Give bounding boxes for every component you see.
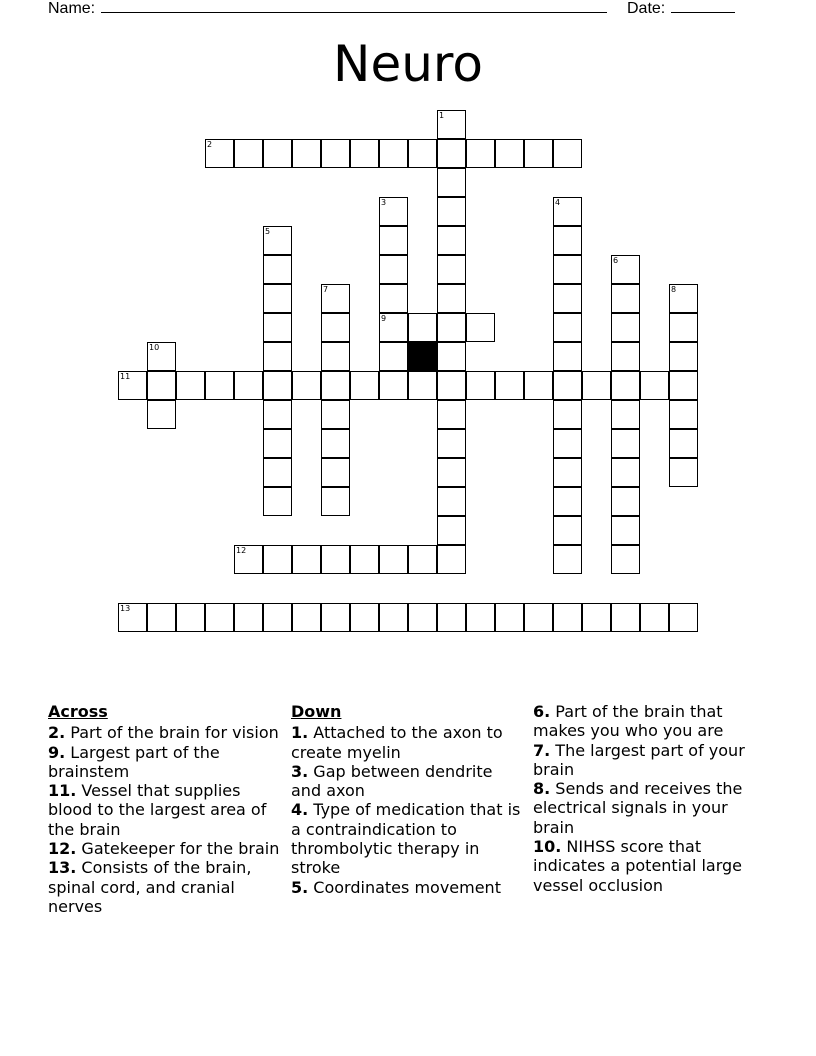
grid-cell[interactable] — [669, 400, 698, 429]
grid-cell[interactable] — [263, 400, 292, 429]
grid-cell[interactable] — [263, 342, 292, 371]
clue-text: NIHSS score that indicates a potential large vessel occlusion — [533, 837, 743, 895]
clue-number: 1. — [291, 723, 309, 743]
grid-cell[interactable] — [176, 603, 205, 632]
grid-cell[interactable] — [379, 255, 408, 284]
down-clues — [291, 702, 523, 897]
grid-cell[interactable] — [379, 371, 408, 400]
name-label: Name: — [48, 0, 96, 17]
grid-cell[interactable] — [205, 371, 234, 400]
clue-text: Sends and receives the electrical signals in your brain — [533, 779, 743, 837]
grid-cell[interactable] — [321, 342, 350, 371]
grid-cell[interactable] — [611, 371, 640, 400]
grid-cell[interactable] — [611, 487, 640, 516]
grid-cell[interactable] — [321, 313, 350, 342]
clue-number: 4. — [291, 800, 309, 820]
grid-cell[interactable] — [321, 139, 350, 168]
grid-cell[interactable] — [437, 255, 466, 284]
grid-cell[interactable] — [669, 342, 698, 371]
across-clue — [48, 858, 280, 916]
grid-cell[interactable] — [321, 487, 350, 516]
grid-cell[interactable] — [437, 603, 466, 632]
grid-cell[interactable] — [147, 371, 176, 400]
clue-number: 5. — [291, 877, 309, 897]
grid-cell[interactable] — [669, 284, 698, 313]
clue-number: 4 — [555, 198, 561, 207]
grid-cell[interactable] — [437, 139, 466, 168]
across-clues — [48, 702, 280, 916]
down-clue — [291, 800, 523, 877]
puzzle-title: Neuro — [333, 35, 483, 93]
grid-cell[interactable] — [263, 429, 292, 458]
clue-number: 8. — [533, 779, 551, 799]
grid-cell[interactable] — [234, 371, 263, 400]
grid-cell[interactable] — [640, 603, 669, 632]
across-heading: Across — [48, 702, 108, 721]
grid-cell[interactable] — [379, 342, 408, 371]
grid-cell[interactable] — [553, 516, 582, 545]
grid-cell[interactable] — [437, 110, 466, 139]
grid-cell[interactable] — [524, 139, 553, 168]
grid-cell[interactable] — [669, 313, 698, 342]
grid-cell[interactable] — [350, 603, 379, 632]
clue-number: 13 — [120, 604, 131, 613]
down-clue — [291, 762, 523, 801]
grid-cell[interactable] — [553, 313, 582, 342]
clue-number: 12. — [48, 839, 77, 859]
grid-cell[interactable] — [640, 371, 669, 400]
grid-cell[interactable] — [553, 400, 582, 429]
date-label: Date: — [627, 0, 666, 17]
grid-cell[interactable] — [379, 139, 408, 168]
grid-cell[interactable] — [321, 458, 350, 487]
across-list — [48, 723, 280, 916]
clue-text: Consists of the brain, spinal cord, and cranial nerves — [48, 858, 252, 916]
grid-cell[interactable] — [553, 139, 582, 168]
clue-text: Coordinates movement — [308, 877, 501, 897]
grid-cell[interactable] — [147, 342, 176, 371]
grid-cell[interactable] — [495, 371, 524, 400]
down-clue — [533, 702, 765, 741]
grid-cell[interactable] — [263, 487, 292, 516]
grid-cell[interactable] — [466, 313, 495, 342]
down-heading: Down — [291, 702, 342, 721]
grid-cell[interactable] — [321, 400, 350, 429]
grid-cell[interactable] — [466, 603, 495, 632]
grid-cell[interactable] — [437, 226, 466, 255]
across-clue — [48, 839, 280, 858]
grid-cell[interactable] — [611, 516, 640, 545]
grid-cell[interactable] — [553, 197, 582, 226]
grid-cell[interactable] — [437, 313, 466, 342]
grid-cell[interactable] — [292, 371, 321, 400]
clue-number: 11. — [48, 781, 77, 801]
grid-cell[interactable] — [379, 284, 408, 313]
grid-cell[interactable] — [321, 284, 350, 313]
grid-cell[interactable] — [292, 603, 321, 632]
grid-cell[interactable] — [263, 284, 292, 313]
grid-cell[interactable] — [437, 168, 466, 197]
clue-number: 8 — [671, 285, 677, 294]
grid-cell[interactable] — [234, 603, 263, 632]
grid-cell[interactable] — [669, 458, 698, 487]
down-clue — [291, 878, 523, 897]
grid-cell[interactable] — [321, 545, 350, 574]
grid-cell[interactable] — [437, 371, 466, 400]
grid-cell[interactable] — [176, 371, 205, 400]
clue-number: 13. — [48, 858, 77, 878]
down-list — [291, 723, 523, 897]
grid-cell[interactable] — [350, 371, 379, 400]
grid-cell[interactable] — [524, 371, 553, 400]
clue-text: Largest part of the brainstem — [48, 742, 220, 781]
clue-text: Gatekeeper for the brain — [76, 839, 280, 859]
grid-cell[interactable] — [553, 371, 582, 400]
across-clue — [48, 781, 280, 839]
down-clue — [533, 741, 765, 780]
grid-cell[interactable] — [263, 226, 292, 255]
grid-cell[interactable] — [611, 284, 640, 313]
grid-cell[interactable] — [263, 255, 292, 284]
down-list-continued — [533, 702, 765, 895]
grid-cell[interactable] — [611, 429, 640, 458]
down-clue — [533, 837, 765, 895]
grid-cell[interactable] — [437, 487, 466, 516]
grid-cell[interactable] — [263, 458, 292, 487]
grid-cell[interactable] — [553, 603, 582, 632]
grid-cell[interactable] — [553, 342, 582, 371]
grid-cell[interactable] — [263, 139, 292, 168]
grid-cell[interactable] — [408, 371, 437, 400]
grid-cell[interactable] — [437, 197, 466, 226]
grid-cell[interactable] — [553, 429, 582, 458]
clue-number: 7 — [323, 285, 329, 294]
grid-cell[interactable] — [205, 139, 234, 168]
grid-cell[interactable] — [553, 226, 582, 255]
clue-number: 5 — [265, 227, 271, 236]
clue-text: The largest part of your brain — [533, 740, 745, 779]
clue-text: Vessel that supplies blood to the largest area of the brain — [48, 781, 267, 839]
grid-cell[interactable] — [437, 342, 466, 371]
clue-number: 7. — [533, 740, 551, 760]
clue-number: 6 — [613, 256, 619, 265]
grid-cell[interactable] — [495, 603, 524, 632]
grid-cell[interactable] — [553, 284, 582, 313]
grid-cell[interactable] — [408, 603, 437, 632]
grid-cell[interactable] — [582, 603, 611, 632]
grid-cell[interactable] — [611, 545, 640, 574]
grid-cell[interactable] — [350, 545, 379, 574]
grid-cell[interactable] — [553, 545, 582, 574]
grid-cell[interactable] — [118, 371, 147, 400]
across-clue — [48, 743, 280, 782]
grid-cell[interactable] — [611, 603, 640, 632]
grid-cell[interactable] — [379, 226, 408, 255]
clue-number: 2 — [207, 140, 213, 149]
grid-cell[interactable] — [379, 603, 408, 632]
grid-cell[interactable] — [466, 371, 495, 400]
grid-cell[interactable] — [321, 429, 350, 458]
grid-cell[interactable] — [524, 603, 553, 632]
grid-cell[interactable] — [553, 458, 582, 487]
grid-cell[interactable] — [350, 139, 379, 168]
grid-cell[interactable] — [611, 313, 640, 342]
clue-number: 10. — [533, 837, 562, 857]
grid-cell[interactable] — [118, 603, 147, 632]
grid-cell[interactable] — [234, 139, 263, 168]
grid-cell[interactable] — [379, 197, 408, 226]
clue-number: 1 — [439, 111, 445, 120]
blocked-cell — [408, 342, 437, 371]
grid-cell[interactable] — [437, 429, 466, 458]
grid-cell[interactable] — [321, 371, 350, 400]
grid-cell[interactable] — [408, 313, 437, 342]
clue-text: Attached to the axon to create myelin — [291, 723, 503, 762]
grid-cell[interactable] — [553, 255, 582, 284]
grid-cell[interactable] — [437, 458, 466, 487]
clue-text: Type of medication that is a contraindication to thrombolytic therapy in stroke — [291, 800, 521, 878]
clue-text: Part of the brain that makes you who you are — [533, 702, 724, 741]
across-clue — [48, 723, 280, 742]
clue-number: 12 — [236, 546, 247, 555]
grid-cell[interactable] — [669, 371, 698, 400]
grid-cell[interactable] — [321, 603, 350, 632]
clue-number: 6. — [533, 702, 551, 721]
clue-number: 9 — [381, 314, 387, 323]
grid-cell[interactable] — [669, 429, 698, 458]
clue-text: Gap between dendrite and axon — [291, 761, 493, 801]
grid-cell[interactable] — [582, 371, 611, 400]
grid-cell[interactable] — [263, 371, 292, 400]
grid-cell[interactable] — [437, 545, 466, 574]
grid-cell[interactable] — [234, 545, 263, 574]
grid-cell[interactable] — [437, 516, 466, 545]
grid-cell[interactable] — [292, 139, 321, 168]
clue-number: 3 — [381, 198, 387, 207]
clue-number: 10 — [149, 343, 160, 352]
grid-cell[interactable] — [495, 139, 524, 168]
grid-cell[interactable] — [669, 603, 698, 632]
grid-cell[interactable] — [292, 545, 321, 574]
grid-cell[interactable] — [408, 545, 437, 574]
clue-number: 11 — [120, 372, 131, 381]
grid-cell[interactable] — [553, 487, 582, 516]
grid-cell[interactable] — [379, 313, 408, 342]
grid-cell[interactable] — [437, 284, 466, 313]
grid-cell[interactable] — [611, 400, 640, 429]
grid-cell[interactable] — [147, 603, 176, 632]
grid-cell[interactable] — [379, 545, 408, 574]
clue-number: 3. — [291, 761, 309, 781]
grid-cell[interactable] — [611, 342, 640, 371]
clue-number: 2. — [48, 723, 66, 743]
grid-cell[interactable] — [611, 255, 640, 284]
grid-cell[interactable] — [437, 400, 466, 429]
grid-cell[interactable] — [147, 400, 176, 429]
grid-cell[interactable] — [466, 139, 495, 168]
grid-cell[interactable] — [205, 603, 234, 632]
grid-cell[interactable] — [263, 603, 292, 632]
clue-text: Part of the brain for vision — [65, 723, 279, 743]
grid-cell[interactable] — [611, 458, 640, 487]
clue-number: 9. — [48, 742, 66, 762]
grid-cell[interactable] — [408, 139, 437, 168]
down-clue — [533, 779, 765, 837]
grid-cell[interactable] — [263, 545, 292, 574]
down-clues-continued — [533, 702, 765, 895]
grid-cell[interactable] — [263, 313, 292, 342]
down-clue — [291, 723, 523, 762]
